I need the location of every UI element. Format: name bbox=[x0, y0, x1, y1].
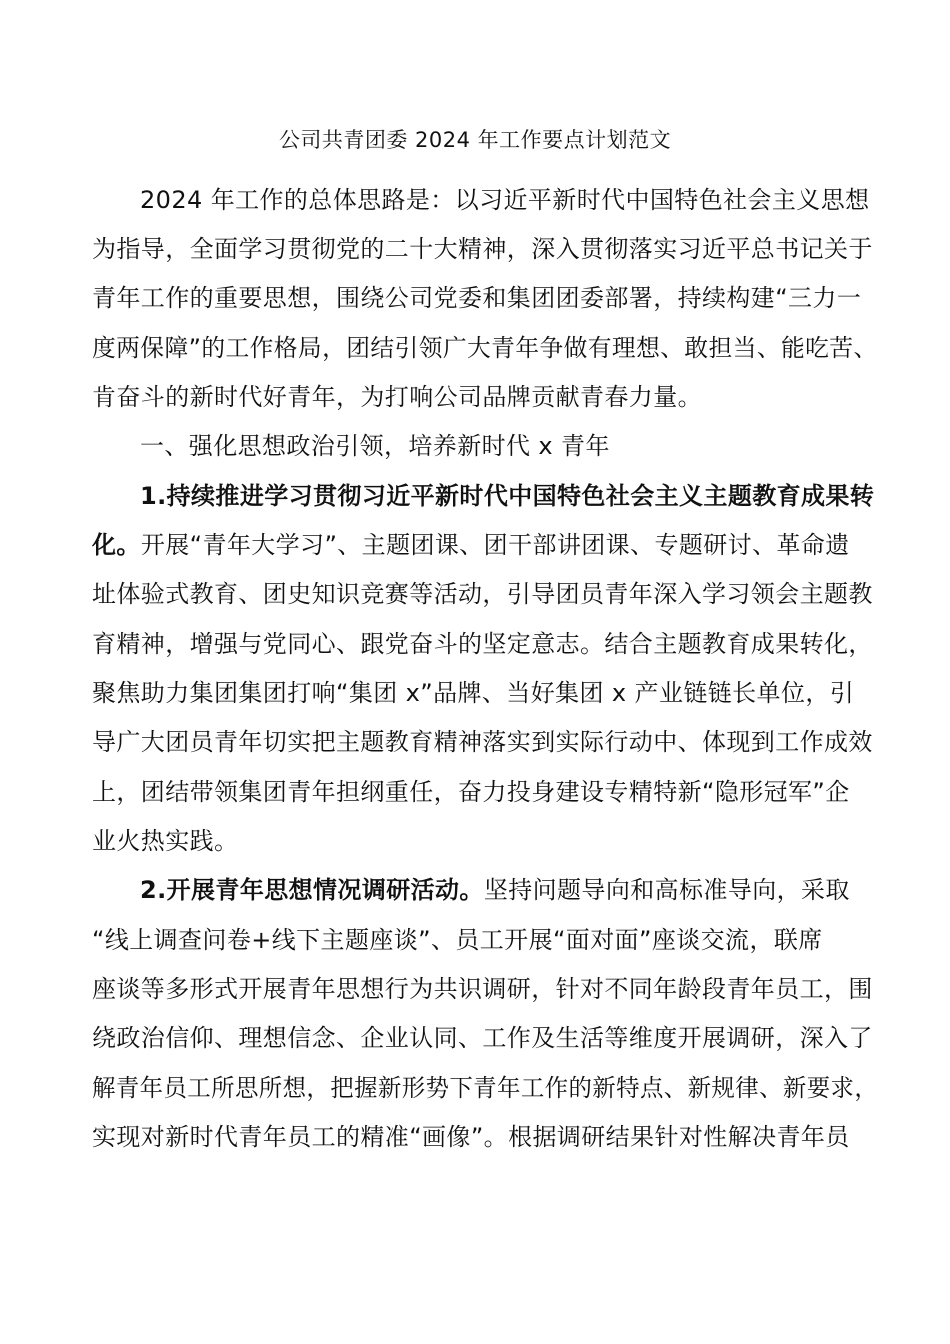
item-1-line bbox=[92, 529, 850, 561]
item-2-text: 坚持问题导向和高标准导向，采取 bbox=[483, 876, 850, 904]
item-1-line: 育精神，增强与党同心、跟党奋斗的坚定意志。结合主题教育成果转化， bbox=[92, 630, 873, 658]
item-1-line: 导广大团员青年切实把主题教育精神落实到实际行动中、体现到工作成效 bbox=[92, 728, 873, 756]
intro-line: 2024 年工作的总体思路是：以习近平新时代中国特色社会主义思想 bbox=[140, 186, 870, 214]
item-1-heading-end: 化。 bbox=[92, 531, 141, 559]
item-1-heading: 1.持续推进学习贯彻习近平新时代中国特色社会主义主题教育成果转 bbox=[140, 482, 875, 510]
item-2-heading: 2.开展青年思想情况调研活动。 bbox=[140, 876, 484, 904]
item-1-line: 上，团结带领集团青年担纲重任，奋力投身建设专精特新“隐形冠军”企 bbox=[92, 778, 850, 806]
item-2-line: 绕政治信仰、理想信念、企业认同、工作及生活等维度开展调研，深入了 bbox=[92, 1024, 873, 1052]
intro-line: 肯奋斗的新时代好青年，为打响公司品牌贡献青春力量。 bbox=[92, 383, 702, 411]
intro-line: 青年工作的重要思想，围绕公司党委和集团团委部署，持续构建“三力一 bbox=[92, 284, 862, 312]
item-1-line: 聚焦助力集团集团打响“集团 x”品牌、当好集团 x 产业链链长单位，引 bbox=[92, 679, 855, 707]
item-1-text: 开展“青年大学习”、主题团课、团干部讲团课、专题研讨、革命遗 bbox=[140, 531, 850, 559]
document-title: 公司共青团委 2024 年工作要点计划范文 bbox=[278, 128, 672, 152]
item-2-line: “线上调查问卷+线下主题座谈”、员工开展“面对面”座谈交流，联席 bbox=[92, 926, 823, 954]
item-2-line: 实现对新时代青年员工的精准“画像”。根据调研结果针对性解决青年员 bbox=[92, 1123, 850, 1151]
intro-line: 为指导，全面学习贯彻党的二十大精神，深入贯彻落实习近平总书记关于 bbox=[92, 235, 873, 263]
item-2-line: 解青年员工所思所想，把握新形势下青年工作的新特点、新规律、新要求， bbox=[92, 1074, 879, 1102]
item-1-line: 业火热实践。 bbox=[92, 827, 239, 855]
intro-line: 度两保障”的工作格局，团结引领广大青年争做有理想、敢担当、能吃苦、 bbox=[92, 334, 878, 362]
item-2-line bbox=[140, 874, 850, 906]
item-1-line: 址体验式教育、团史知识竞赛等活动，引导团员青年深入学习领会主题教 bbox=[92, 580, 873, 608]
section-heading: 一、强化思想政治引领，培养新时代 x 青年 bbox=[140, 432, 610, 460]
item-2-line: 座谈等多形式开展青年思想行为共识调研，针对不同年龄段青年员工，围 bbox=[92, 975, 873, 1003]
